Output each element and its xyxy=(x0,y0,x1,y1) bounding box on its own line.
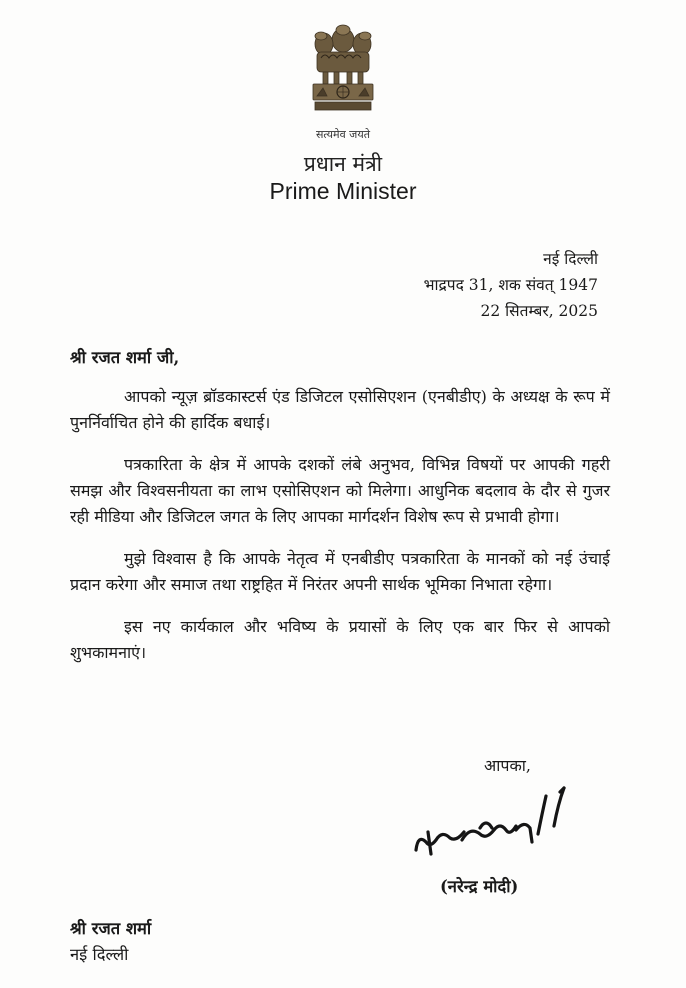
addressee-name: श्री रजत शर्मा xyxy=(70,919,152,938)
national-emblem-icon xyxy=(303,18,383,118)
emblem-motto: सत्यमेव जयते xyxy=(315,128,370,141)
office-title-hindi: प्रधान मंत्री xyxy=(303,152,383,176)
dateline-place: नई दिल्ली xyxy=(543,250,598,268)
body-paragraph: इस नए कार्यकाल और भविष्य के प्रयासों के लिए एक बार फिर से आपको शुभकामनाएं। xyxy=(70,617,610,662)
dateline-gregorian-date: 22 सितम्बर, 2025 xyxy=(480,302,598,320)
closing: आपका, xyxy=(484,756,531,775)
office-title-english: Prime Minister xyxy=(269,178,417,204)
addressee-block xyxy=(70,916,151,968)
handwritten-signature xyxy=(408,780,578,870)
letter-body xyxy=(70,384,610,682)
body-paragraph: पत्रकारिता के क्षेत्र में आपके दशकों लंबे अनुभव, विभिन्न विषयों पर आपकी गहरी समझ और विश्वसनीयता का लाभ एसोसिएशन को मिलेगा। आधुनिक बदलाव के दौर से गुजर रही मीडिया और डिजिटल जगत के लिए आपका मार्गदर्शन विशेष रूप से प्रभावी होगा। xyxy=(70,455,610,526)
dateline-saka-date: भाद्रपद 31, शक संवत् 1947 xyxy=(423,276,598,294)
addressee-city: नई दिल्ली xyxy=(70,945,129,964)
signatory-name: (नरेन्द्र मोदी) xyxy=(440,877,519,896)
body-paragraph: आपको न्यूज़ ब्रॉडकास्टर्स एंड डिजिटल एसोसिएशन (एनबीडीए) के अध्यक्ष के रूप में पुनर्निर्वाचित होने की हार्दिक बधाई। xyxy=(70,387,610,432)
letterhead-emblem xyxy=(0,18,686,122)
dateline xyxy=(424,246,598,324)
salutation: श्री रजत शर्मा जी, xyxy=(70,348,180,367)
body-paragraph: मुझे विश्वास है कि आपके नेतृत्व में एनबीडीए पत्रकारिता के मानकों को नई उंचाई प्रदान करेगा और समाज तथा राष्ट्रहित में निरंतर अपनी सार्थक भूमिका निभाता रहेगा। xyxy=(70,549,610,594)
